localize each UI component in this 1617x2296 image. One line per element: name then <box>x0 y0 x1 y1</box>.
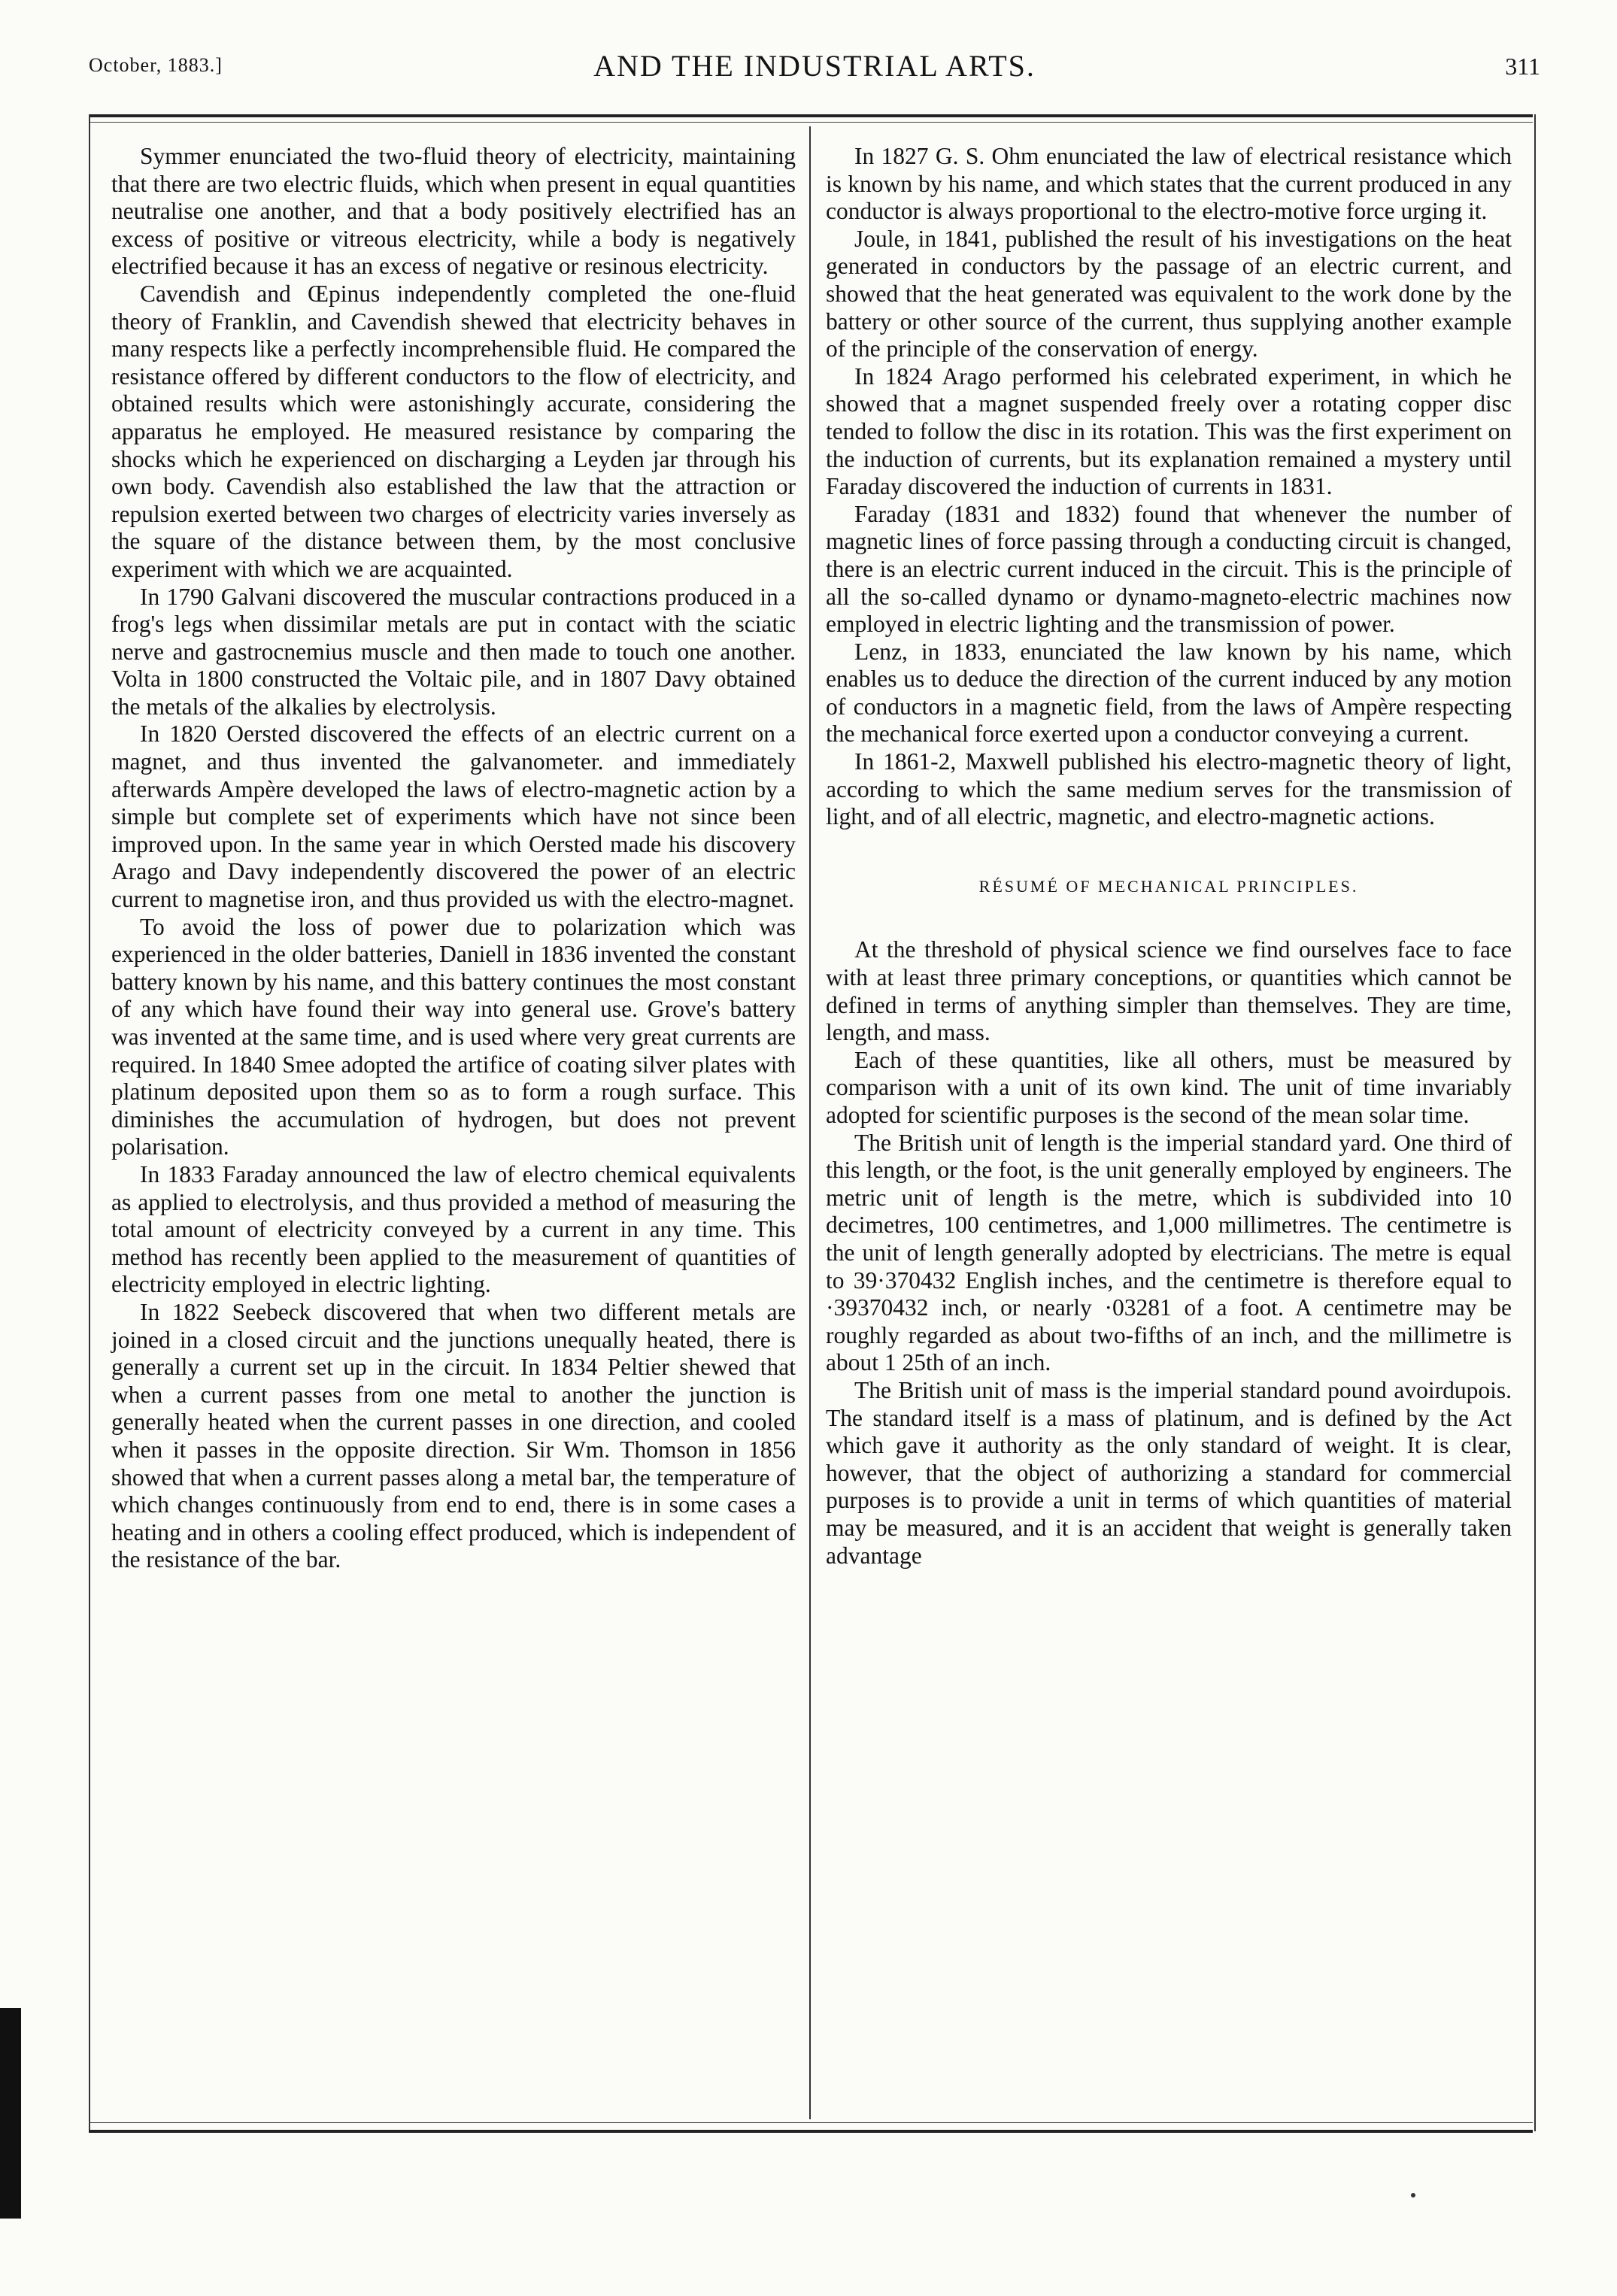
frame-rule-left <box>89 114 90 2131</box>
paragraph: The British unit of length is the imperial standard yard. One third of this length, or the foot, is the unit generally employed by engineers. The metric unit of length is the metre, which is subdivided into 10 decimetres, 100 centimetres, and 1,000 millimetres. The centimetre is the unit of length generally adopted by electricians. The metre is equal to 39·370432 English inches, and the centimetre is therefore equal to ·39370432 inch, or nearly ·03281 of a foot. A centimetre may be roughly regarded as about two-fifths of an inch, and the millimetre is about 1 25th of an inch. <box>826 1129 1512 1376</box>
right-column <box>826 143 1512 1570</box>
column-divider <box>809 126 811 2119</box>
frame-rule-top-inner <box>89 122 1533 123</box>
paragraph: In 1827 G. S. Ohm enunciated the law of electrical resistance which is known by his name, and which states that the current produced in any conductor is always proportional to the electro-motive force urging it. <box>826 143 1512 225</box>
paragraph: In 1861-2, Maxwell published his electro-magnetic theory of light, according to which the same medium serves for the transmission of light, and of all electric, magnetic, and electro-magnetic actions. <box>826 748 1512 830</box>
left-column <box>111 143 796 1574</box>
frame-rule-top <box>89 114 1533 117</box>
section-heading: RÉSUMÉ OF MECHANICAL PRINCIPLES. <box>978 876 1359 896</box>
frame-rule-bottom <box>89 2130 1533 2133</box>
page-header <box>89 48 1540 93</box>
paragraph: In 1822 Seebeck discovered that when two different metals are joined in a closed circuit and the junctions unequally heated, there is generally a current set up in the circuit. In 1834 Peltier shewed that when a current passes from one metal to another the junction is generally heated when the current passes in one direction, and cooled when it passes in the opposite direction. Sir Wm. Thomson in 1856 showed that when a current passes along a metal bar, the temperature of which changes continuously from end to end, there is in some cases a heating and in others a cooling effect produced, which is independent of the resistance of the bar. <box>111 1298 796 1573</box>
paragraph: Each of these quantities, like all others, must be measured by comparison with a unit of its own kind. The unit of time invariably adopted for scientific purposes is the second of the mean solar time. <box>826 1046 1512 1128</box>
frame-rule-right <box>1534 114 1536 2131</box>
paragraph: Lenz, in 1833, enunciated the law known by his name, which enables us to deduce the direction of the current induced by any motion of conductors in a magnetic field, from the laws of Ampère respecting the mechanical force exerted upon a conductor conveying a current. <box>826 638 1512 748</box>
paragraph: In 1790 Galvani discovered the muscular contractions produced in a frog's legs when dissimilar metals are put in contact with the sciatic nerve and gastrocnemius muscle and then made to touch one another. Volta in 1800 constructed the Voltaic pile, and in 1807 Davy obtained the metals of the alkalies by electrolysis. <box>111 583 796 720</box>
frame-rule-bottom-inner <box>89 2122 1533 2123</box>
paragraph: Cavendish and Œpinus independently completed the one-fluid theory of Franklin, and Cavendish shewed that electricity behaves in many respects like a perfectly incomprehensible fluid. He compared the resistance offered by different conductors to the flow of electricity, and obtained results which were astonishingly accurate, considering the apparatus he employed. He measured resistance by comparing the shocks which he experienced on discharging a Leyden jar through his own body. Cavendish also established the law that the attraction or repulsion exerted between two charges of electricity varies inversely as the square of the distance between them, by the most conclusive experiment with which we are acquainted. <box>111 280 796 582</box>
running-title: AND THE INDUSTRIAL ARTS. <box>593 49 1036 83</box>
paragraph: In 1824 Arago performed his celebrated experiment, in which he showed that a magnet suspended freely over a rotating copper disc tended to follow the disc in its rotation. This was the first experiment on the induction of currents, but its explanation remained a mystery until Faraday discovered the induction of currents in 1831. <box>826 362 1512 500</box>
issue-date: October, 1883.] <box>89 54 223 76</box>
speck <box>1411 2193 1415 2197</box>
paragraph: Symmer enunciated the two-fluid theory of electricity, maintaining that there are two electric fluids, which when present in equal quantities neutralise one another, and that a body positively electrified has an excess of positive or vitreous electricity, while a body is negatively electrified because it has an excess of negative or resinous electricity. <box>111 143 796 280</box>
page-number: 311 <box>1505 53 1540 80</box>
paragraph: The British unit of mass is the imperial standard pound avoirdupois. The standard itself is a mass of platinum, and is defined by the Act which gave it authority as the only standard of weight. It is clear, however, that the object of authorizing a standard for commercial purposes is to provide a unit in terms of which quantities of material may be measured, and it is an accident that weight is generally taken advantage <box>826 1376 1512 1569</box>
paragraph: Joule, in 1841, published the result of his investigations on the heat generated in conductors by the passage of an electric current, and showed that the heat generated was equivalent to the work done by the battery or other source of the current, thus supplying another example of the principle of the conservation of energy. <box>826 225 1512 362</box>
paragraph: At the threshold of physical science we find ourselves face to face with at least three primary conceptions, or quantities which cannot be defined in terms of anything simpler than themselves. They are time, length, and mass. <box>826 936 1512 1046</box>
paragraph: In 1833 Faraday announced the law of electro chemical equivalents as applied to electrolysis, and thus provided a method of measuring the total amount of electricity conveyed by a current in any time. This method has recently been applied to the measurement of quantities of electricity employed in electric lighting. <box>111 1160 796 1298</box>
paragraph: To avoid the loss of power due to polarization which was experienced in the older batteries, Daniell in 1836 invented the constant battery known by his name, and this battery continues the most constant of any which have found their way into general use. Grove's battery was invented at the same time, and is used where very great currents are required. In 1840 Smee adopted the artifice of coating silver plates with platinum deposited upon them so as to form a rough surface. This diminishes the accumulation of hydrogen, but does not prevent polarisation. <box>111 913 796 1160</box>
paragraph: In 1820 Oersted discovered the effects of an electric current on a magnet, and thus invented the galvanometer. and immediately afterwards Ampère developed the laws of electro-magnetic action by a simple but complete set of experiments which have not since been improved upon. In the same year in which Oersted made his discovery Arago and Davy independently discovered the power of an electric current to magnetise iron, and thus provided us with the electro-magnet. <box>111 720 796 913</box>
binding-shadow <box>0 2008 21 2219</box>
paragraph: Faraday (1831 and 1832) found that whenever the number of magnetic lines of force passing through a conducting circuit is changed, there is an electric current induced in the circuit. This is the principle of all the so-called dynamo or dynamo-magneto-electric machines now employed in electric lighting and the transmission of power. <box>826 500 1512 638</box>
